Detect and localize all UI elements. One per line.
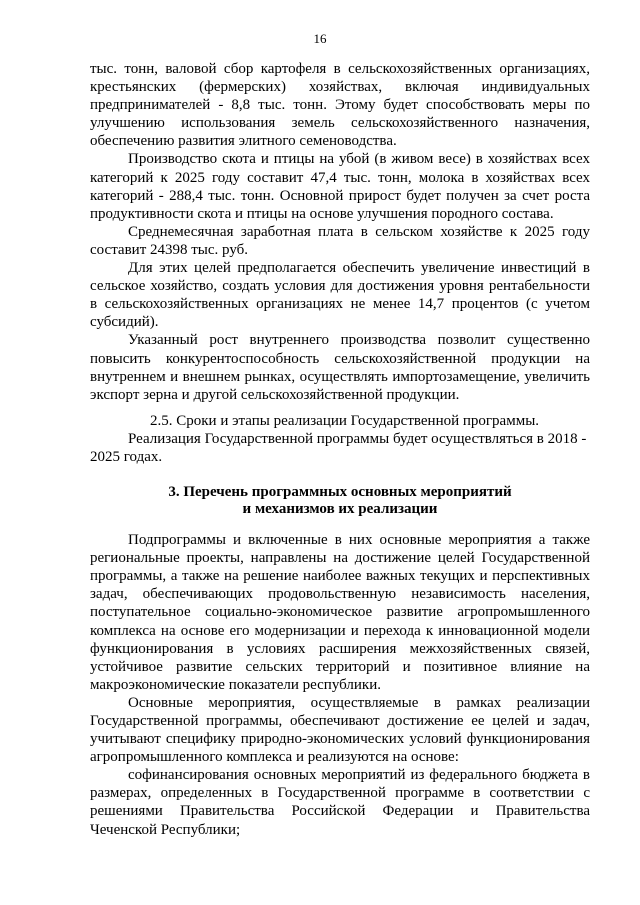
subsection-text: Реализация Государственной программы будет осуществляться в 2018 - 2025 годах.	[90, 430, 587, 465]
section-heading-line1: 3. Перечень программных основных мероприятий	[168, 484, 512, 501]
page-number: 16	[313, 31, 327, 46]
paragraph: Подпрограммы и включенные в них основные мероприятия а также региональные проекты, направлены на достижение целей Государственной программы, а также на решение наиболее важных текущих и перспективных задач, обеспечивающих продовольственную независимость населения, поступательное социально-экономическое развитие агропромышленного комплекса на основе его модернизации и перехода к инновационной модели функционирования в условиях расширения межхозяйственных связей, устойчивое развитие сельских территорий и позитивное влияние на макроэкономические показатели республики.	[90, 532, 590, 693]
subsection-title: 2.5. Сроки и этапы реализации Государственной программы.	[150, 412, 540, 429]
paragraph: Производство скота и птицы на убой (в живом весе) в хозяйствах всех категорий к 2025 году составит 47,4 тыс. тонн, молока в хозяйствах всех категорий - 288,4 тыс. тонн. Основной прирост будет получен за счет роста продуктивности скота и птицы на основе улучшения породного состава.	[90, 151, 590, 222]
section-heading-line2: и механизмов их реализации	[242, 501, 438, 518]
section-heading	[90, 484, 590, 518]
paragraph: Основные мероприятия, осуществляемые в рамках реализации Государственной программы, обеспечивают достижение ее целей и задач, учитывают специфику природно-экономических условий функционирования агропромышленного комплекса и реализуются на основе:	[90, 694, 590, 766]
paragraph: софинансирования основных мероприятий из федерального бюджета в размерах, определенных в Государственной программе в соответствии с решениями Правительства Российской Федерации и Правительства Чеченской Республики;	[90, 767, 590, 838]
document-body	[90, 60, 590, 839]
paragraph: Среднемесячная заработная плата в сельском хозяйстве к 2025 году составит 24398 тыс. руб.	[90, 223, 590, 258]
paragraph: Указанный рост внутреннего производства позволит существенно повысить конкурентоспособность сельскохозяйственной продукции на внутреннем и внешнем рынках, осуществлять импортозамещение, увеличить экспорт зерна и другой сельскохозяйственной продукции.	[90, 332, 590, 403]
paragraph: Для этих целей предполагается обеспечить увеличение инвестиций в сельское хозяйство, создать условия для достижения уровня рентабельности в сельскохозяйственных организациях не менее 14,7 процентов (с учетом субсидий).	[90, 260, 590, 331]
paragraph: тыс. тонн, валовой сбор картофеля в сельскохозяйственных организациях, крестьянских (фермерских) хозяйствах, включая индивидуальных предпринимателей - 8,8 тыс. тонн. Этому будет способствовать меры по улучшению использования земель сельскохозяйственного назначения, обеспечению развития элитного семеноводства.	[90, 61, 590, 150]
